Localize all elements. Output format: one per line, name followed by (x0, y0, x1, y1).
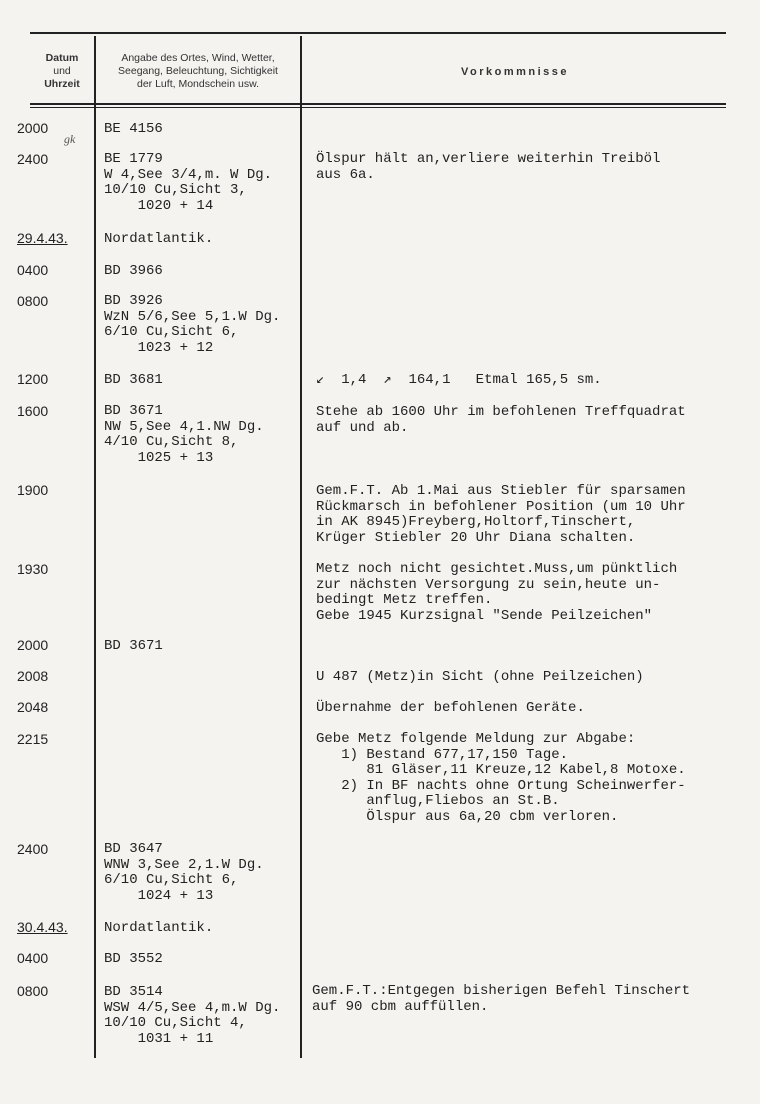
margin-annotation: gk (64, 132, 76, 146)
event-line: aus 6a. (316, 166, 375, 183)
location-line: W 4,See 3/4,m. W Dg. (104, 166, 273, 183)
header-rule-lower (30, 107, 726, 108)
event-line: 2) In BF nachts ohne Ortung Scheinwerfer- (316, 777, 686, 794)
location-line: 10/10 Cu,Sicht 4, (104, 1015, 247, 1031)
event-line: Ölspur hält an,verliere weiterhin Treiböl (316, 151, 661, 167)
event-line: Übernahme der befohlenen Geräte. (316, 700, 585, 716)
row-time: 1900 (17, 482, 49, 498)
location-line: 4/10 Cu,Sicht 8, (104, 434, 239, 450)
header-location-line: Angabe des Ortes, Wind, Wetter, (121, 52, 275, 64)
event-line: zur nächsten Versorgung zu sein,heute un- (316, 576, 661, 593)
event-line: Ölspur aus 6a,20 cbm verloren. (316, 808, 619, 825)
location-line: BD 3671 (104, 403, 163, 419)
event-line: Gem.F.T. Ab 1.Mai aus Stiebler für sparsamen (316, 483, 686, 499)
location-line: BD 3926 (104, 293, 163, 309)
row-location (104, 842, 264, 904)
row-time: 2215 (17, 731, 49, 747)
row-events (312, 984, 690, 1015)
row-time: 2008 (17, 668, 49, 684)
row-time: 2400 (17, 841, 49, 857)
location-line: BD 3671 (104, 638, 163, 654)
row-events (316, 562, 677, 624)
event-line: Rückmarsch in befohlener Position (um 10 Uhr (316, 498, 686, 515)
row-events (316, 152, 660, 183)
header-location-line: der Luft, Mondschein usw. (137, 78, 259, 90)
column-rule-2 (300, 36, 302, 1058)
location-line: 1020 + 14 (104, 197, 214, 214)
location-line: BD 3966 (104, 263, 163, 279)
event-line: auf 90 cbm auffüllen. (312, 998, 489, 1015)
location-line: BD 3681 (104, 372, 163, 388)
row-location (104, 152, 272, 214)
event-line: 1) Bestand 677,17,150 Tage. (316, 746, 569, 763)
location-line: WzN 5/6,See 5,1.W Dg. (104, 308, 281, 325)
location-line: Nordatlantik. (104, 231, 214, 247)
row-location (104, 985, 280, 1047)
column-rule-1 (94, 36, 96, 1058)
row-time: 0800 (17, 293, 49, 309)
location-line: 10/10 Cu,Sicht 3, (104, 182, 247, 198)
event-line: Stehe ab 1600 Uhr im befohlenen Treffquadrat (316, 404, 686, 420)
header-location-line: Seegang, Beleuchtung, Sichtigkeit (118, 65, 278, 77)
location-line: BD 3552 (104, 951, 163, 967)
row-time: 1200 (17, 371, 49, 387)
location-line: 1024 + 13 (104, 887, 214, 904)
location-line: WNW 3,See 2,1.W Dg. (104, 856, 264, 873)
row-events (316, 373, 602, 389)
row-location (104, 952, 163, 968)
event-line: in AK 8945)Freyberg,Holtorf,Tinschert, (316, 514, 636, 530)
row-location (104, 921, 213, 937)
row-events (316, 732, 686, 825)
location-line: Nordatlantik. (104, 920, 214, 936)
location-line: BE 1779 (104, 151, 163, 167)
row-time: 2048 (17, 699, 49, 715)
event-line: Gebe Metz folgende Meldung zur Abgabe: (316, 731, 636, 747)
header-date-line: und (53, 65, 71, 77)
event-line: anflug,Fliebos an St.B. (316, 793, 560, 809)
row-date: 29.4.43. (17, 230, 68, 246)
location-line: NW 5,See 4,1.NW Dg. (104, 418, 264, 435)
row-time: 0400 (17, 950, 49, 966)
header-rule-upper (30, 103, 726, 105)
event-line: U 487 (Metz)in Sicht (ohne Peilzeichen) (316, 669, 644, 685)
row-events (316, 405, 686, 436)
header-date-line: Uhrzeit (44, 78, 80, 90)
event-line: Metz noch nicht gesichtet.Muss,um pünktlich (316, 561, 678, 577)
row-time: 2000 (17, 120, 49, 136)
row-time: 1600 (17, 403, 49, 419)
location-line: WSW 4/5,See 4,m.W Dg. (104, 999, 281, 1016)
event-line: Gem.F.T.:Entgegen bisherigen Befehl Tinschert (312, 983, 691, 999)
row-time: 0800 (17, 983, 49, 999)
event-line: ↙ 1,4 ↗ 164,1 Etmal 165,5 sm. (316, 372, 602, 388)
row-time: 1930 (17, 561, 49, 577)
row-events (316, 484, 686, 546)
row-location (104, 264, 163, 280)
event-line: Krüger Stiebler 20 Uhr Diana schalten. (316, 529, 636, 546)
event-line: 81 Gläser,11 Kreuze,12 Kabel,8 Motoxe. (316, 762, 686, 778)
top-rule (30, 32, 726, 34)
row-time: 2400 (17, 151, 49, 167)
row-location (104, 122, 163, 138)
row-location (104, 404, 264, 466)
row-location (104, 373, 163, 389)
row-events (316, 701, 585, 717)
header-location-column (96, 52, 300, 91)
location-line: BD 3514 (104, 984, 163, 1000)
location-line: BD 3647 (104, 841, 163, 857)
location-line: 1025 + 13 (104, 449, 214, 466)
header-date-line: Datum (45, 52, 79, 64)
location-line: 6/10 Cu,Sicht 6, (104, 324, 239, 340)
row-location (104, 639, 163, 655)
location-line: 1031 + 11 (104, 1030, 214, 1047)
location-line: 6/10 Cu,Sicht 6, (104, 872, 239, 888)
event-line: auf und ab. (316, 419, 409, 436)
row-events (316, 670, 644, 686)
row-date: 30.4.43. (17, 919, 68, 935)
location-line: BE 4156 (104, 121, 163, 137)
header-events-column: Vorkommnisse (460, 66, 570, 78)
row-time: 2000 (17, 637, 49, 653)
row-location (104, 294, 280, 356)
header-date-column (30, 52, 94, 91)
row-time: 0400 (17, 262, 49, 278)
event-line: Gebe 1945 Kurzsignal "Sende Peilzeichen" (316, 607, 653, 624)
row-location (104, 232, 213, 248)
event-line: bedingt Metz treffen. (316, 592, 493, 608)
location-line: 1023 + 12 (104, 339, 214, 356)
